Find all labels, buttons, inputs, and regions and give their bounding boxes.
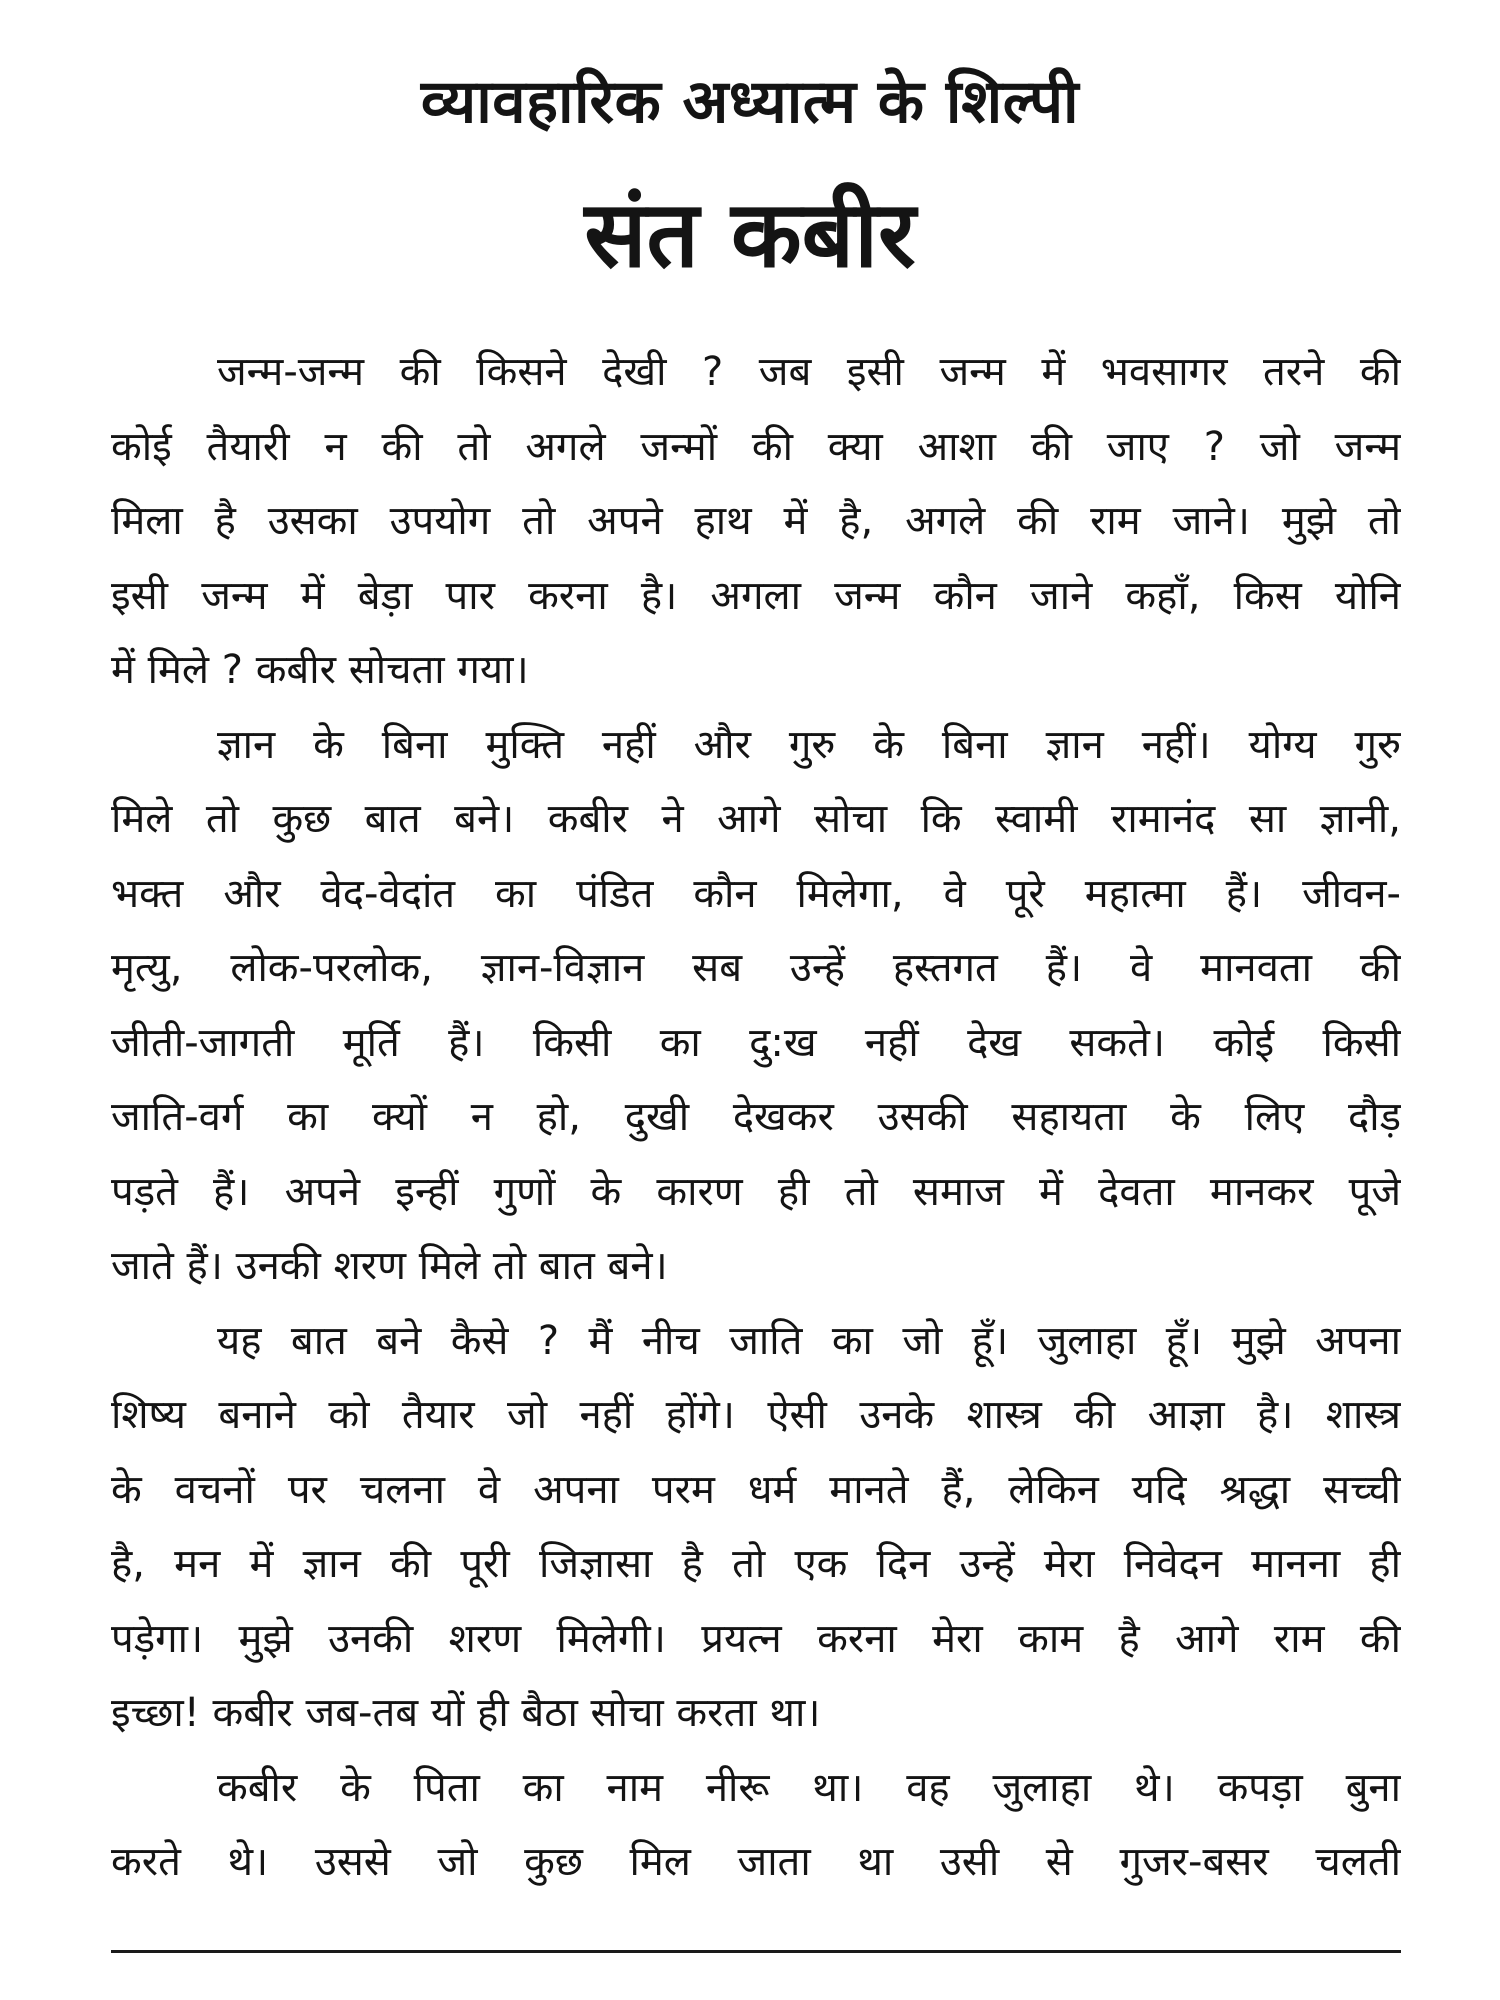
page-subtitle: व्यावहारिक अध्यात्म के शिल्पी bbox=[420, 67, 1080, 137]
footer-rule bbox=[111, 1950, 1401, 1953]
text-line: इच्छा! कबीर जब-तब यों ही बैठा सोचा करता था। bbox=[111, 1690, 821, 1736]
text-line: मिले तो कुछ बात बने। कबीर ने आगे सोचा कि स्वामी रामानंद सा ज्ञानी, bbox=[111, 796, 1401, 842]
page-title: संत कबीर bbox=[584, 181, 916, 288]
text-line: मृत्यु, लोक-परलोक, ज्ञान-विज्ञान सब उन्हें हस्तगत हैं। वे मानवता की bbox=[111, 945, 1401, 991]
text-line: कोई तैयारी न की तो अगले जन्मों की क्या आशा की जाए ? जो जन्म bbox=[111, 423, 1401, 470]
text-line: मिला है उसका उपयोग तो अपने हाथ में है, अगले की राम जाने। मुझे तो bbox=[111, 498, 1401, 544]
paragraph-3 bbox=[111, 1304, 1401, 1751]
text-line: भक्त और वेद-वेदांत का पंडित कौन मिलेगा, वे पूरे महात्मा हैं। जीवन- bbox=[111, 870, 1401, 917]
paragraph-4 bbox=[111, 1751, 1401, 1900]
text-line: पड़ते हैं। अपने इन्हीं गुणों के कारण ही तो समाज में देवता मानकर पूजे bbox=[111, 1168, 1401, 1215]
paragraph-2 bbox=[111, 708, 1401, 1304]
text-line: ज्ञान के बिना मुक्ति नहीं और गुरु के बिना ज्ञान नहीं। योग्य गुरु bbox=[217, 721, 1401, 768]
text-line: करते थे। उससे जो कुछ मिल जाता था उसी से गुजर-बसर चलती bbox=[111, 1839, 1401, 1885]
text-line: इसी जन्म में बेड़ा पार करना है। अगला जन्म कौन जाने कहाँ, किस योनि bbox=[111, 572, 1401, 619]
text-line: पड़ेगा। मुझे उनकी शरण मिलेगी। प्रयत्न करना मेरा काम है आगे राम की bbox=[111, 1615, 1401, 1662]
text-line: है, मन में ज्ञान की पूरी जिज्ञासा है तो एक दिन उन्हें मेरा निवेदन मानना ही bbox=[111, 1541, 1401, 1587]
text-line: कबीर के पिता का नाम नीरू था। वह जुलाहा थे। कपड़ा बुना bbox=[217, 1764, 1401, 1811]
text-line: जाति-वर्ग का क्यों न हो, दुखी देखकर उसकी सहायता के लिए दौड़ bbox=[111, 1094, 1401, 1140]
text-line: जीती-जागती मूर्ति हैं। किसी का दु:ख नहीं देख सकते। कोई किसी bbox=[111, 1019, 1401, 1066]
text-line: जन्म-जन्म की किसने देखी ? जब इसी जन्म में भवसागर तरने की bbox=[217, 349, 1401, 395]
body-text bbox=[111, 335, 1401, 1900]
text-line: के वचनों पर चलना वे अपना परम धर्म मानते हैं, लेकिन यदि श्रद्धा सच्ची bbox=[111, 1466, 1401, 1513]
text-line: में मिले ? कबीर सोचता गया। bbox=[111, 647, 529, 693]
text-line: शिष्य बनाने को तैयार जो नहीं होंगे। ऐसी उनके शास्त्र की आज्ञा है। शास्त्र bbox=[111, 1392, 1401, 1438]
text-line: यह बात बने कैसे ? मैं नीच जाति का जो हूँ। जुलाहा हूँ। मुझे अपना bbox=[217, 1317, 1401, 1364]
paragraph-1 bbox=[111, 335, 1401, 708]
text-line: जाते हैं। उनकी शरण मिले तो बात बने। bbox=[111, 1243, 668, 1289]
